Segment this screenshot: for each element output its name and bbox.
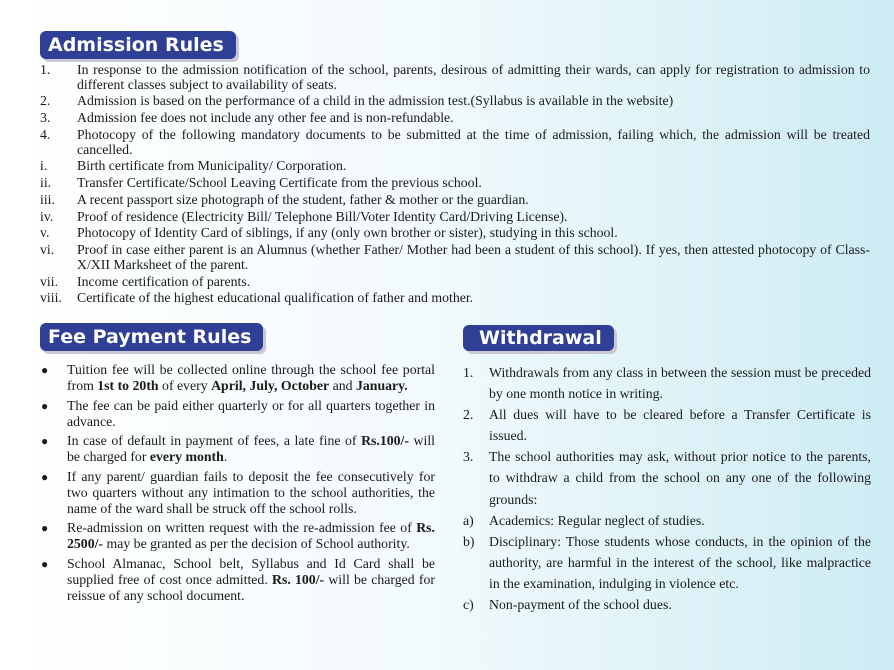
item-number: b) — [463, 533, 475, 549]
list-item — [40, 291, 870, 306]
item-number: iii. — [40, 191, 55, 207]
item-text: Tuition fee will be collected online through the school fee portal from 1st to 20th of every April, July, October and January. — [67, 362, 435, 393]
item-text: The fee can be paid either quarterly or for all quarters together in advance. — [67, 397, 435, 429]
withdrawal-heading: Withdrawal — [463, 325, 614, 351]
list-item — [40, 63, 870, 92]
list-item — [40, 226, 870, 241]
item-number: 2. — [40, 93, 51, 109]
withdrawal-rules-list — [463, 362, 871, 615]
item-number: 1. — [40, 62, 51, 77]
bullet-icon: ● — [41, 521, 49, 535]
list-item — [40, 111, 870, 126]
bullet-icon: ● — [41, 434, 49, 448]
list-item — [463, 362, 871, 404]
list-item — [40, 193, 870, 208]
list-item — [40, 159, 870, 174]
item-text: Proof in case either parent is an Alumnus (whether Father/ Mother had been a student of this school). If yes, then attested photocopy of Class-X/XII Marksheet of the parent. — [77, 242, 870, 272]
list-item — [40, 520, 435, 552]
item-text: Income certification of parents. — [77, 273, 251, 289]
list-item — [463, 446, 871, 509]
fee-payment-rules-list — [40, 362, 435, 607]
item-number: 2. — [463, 407, 474, 423]
list-item — [40, 128, 870, 157]
list-item — [40, 176, 870, 191]
item-text: Photocopy of Identity Card of siblings, if any (only own brother or sister), studying in this school. — [77, 225, 618, 241]
item-number: viii. — [40, 290, 62, 306]
item-number: 1. — [463, 365, 474, 380]
item-text: Re-admission on written request with the re-admission fee of Rs. 2500/- may be granted as per the decision of School authority. — [67, 520, 435, 551]
bullet-icon: ● — [41, 398, 49, 413]
item-number: c) — [463, 597, 474, 613]
list-item — [40, 94, 870, 109]
list-item — [40, 210, 870, 225]
item-number: ii. — [40, 175, 52, 191]
item-text: A recent passport size photograph of the student, father & mother or the guardian. — [77, 191, 529, 207]
admission-rules-list — [40, 63, 870, 308]
list-item — [463, 510, 871, 531]
item-number: a) — [463, 512, 474, 528]
list-item — [40, 275, 870, 290]
list-item — [40, 398, 435, 430]
list-item — [40, 362, 435, 394]
item-number: 3. — [463, 449, 474, 465]
item-number: vi. — [40, 242, 55, 258]
fee-payment-rules-heading: Fee Payment Rules — [40, 323, 263, 351]
item-text: Admission fee does not include any other fee and is non-refundable. — [77, 110, 454, 126]
item-text: Admission is based on the performance of a child in the admission test.(Syllabus is available in the website) — [77, 93, 674, 109]
item-number: 3. — [40, 110, 51, 126]
item-text: Academics: Regular neglect of studies. — [489, 512, 705, 528]
list-item — [40, 243, 870, 272]
item-number: v. — [40, 225, 50, 241]
item-text: Certificate of the highest educational qualification of father and mother. — [77, 290, 474, 306]
item-text: Non-payment of the school dues. — [489, 597, 672, 613]
item-text: All dues will have to be cleared before a Transfer Certificate is issued. — [489, 407, 871, 444]
list-item — [40, 469, 435, 517]
bullet-icon: ● — [41, 363, 49, 377]
item-text: Transfer Certificate/School Leaving Certificate from the previous school. — [77, 175, 482, 191]
item-text: Disciplinary: Those students whose conducts, in the opinion of the authority, are harmful in the interest of the school, like malpractice in the examination, indulging in violence etc. — [489, 533, 871, 591]
item-text: Withdrawals from any class in between the session must be preceded by one month notice in writing. — [489, 365, 871, 402]
list-item — [463, 531, 871, 594]
item-text: Photocopy of the following mandatory documents to be submitted at the time of admission, failing which, the admission will be treated cancelled. — [77, 126, 870, 157]
item-number: i. — [40, 158, 48, 174]
item-text: In response to the admission notification of the school, parents, desirous of admitting their wards, can apply for registration to admission to different classes subject to availability of seats. — [77, 62, 870, 92]
list-item — [463, 594, 871, 615]
list-item — [463, 404, 871, 446]
admission-rules-heading: Admission Rules — [40, 31, 236, 59]
item-number: vii. — [40, 273, 59, 289]
item-number: iv. — [40, 208, 54, 224]
item-text: If any parent/ guardian fails to deposit the fee consecutively for two quarters without any intimation to the school authorities, the name of the ward shall be struck off the school rolls. — [67, 468, 435, 516]
list-item — [40, 556, 435, 604]
item-text: Birth certificate from Municipality/ Corporation. — [77, 158, 347, 174]
item-text: School Almanac, School belt, Syllabus and Id Card shall be supplied free of cost once admitted. Rs. 100/- will be charged for reissue of any school document. — [67, 555, 435, 603]
item-text: Proof of residence (Electricity Bill/ Telephone Bill/Voter Identity Card/Driving License). — [77, 208, 568, 224]
bullet-icon: ● — [41, 556, 49, 571]
list-item — [40, 433, 435, 465]
bullet-icon: ● — [41, 469, 49, 484]
item-number: 4. — [40, 126, 51, 142]
item-text: In case of default in payment of fees, a late fine of Rs.100/- will be charged for every month. — [67, 433, 436, 464]
item-text: The school authorities may ask, without prior notice to the parents, to withdraw a child from the school on any one of the following grounds: — [489, 449, 871, 507]
